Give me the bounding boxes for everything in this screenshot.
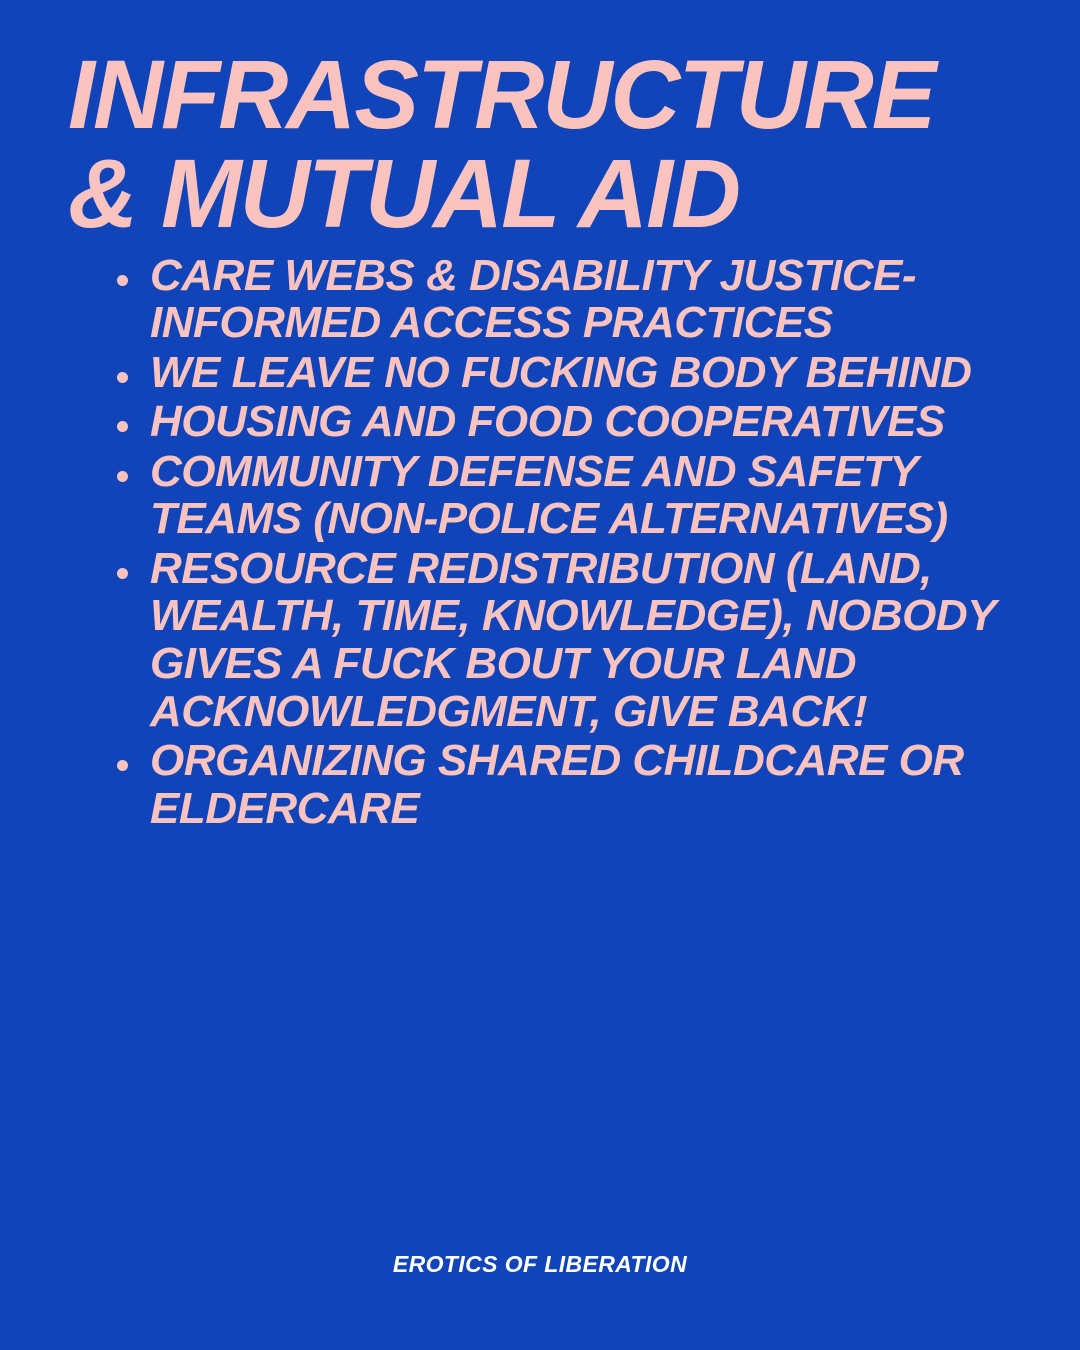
list-item: CARE WEBS & DISABILITY JUSTICE-INFORMED ACCESS PRACTICES	[60, 252, 1020, 347]
list-item: HOUSING AND FOOD COOPERATIVES	[60, 398, 1020, 446]
list-item: COMMUNITY DEFENSE AND SAFETY TEAMS (NON-POLICE ALTERNATIVES)	[60, 448, 1020, 543]
list-item: RESOURCE REDISTRIBUTION (LAND, WEALTH, TIME, KNOWLEDGE), NOBODY GIVES A FUCK BOUT YOUR LAND ACKNOWLEDGMENT, GIVE BACK!	[60, 545, 1020, 735]
bullet-list	[60, 252, 1020, 834]
footer-attribution: EROTICS OF LIBERATION	[392, 1251, 688, 1277]
list-item: ORGANIZING SHARED CHILDCARE OR ELDERCARE	[60, 737, 1020, 832]
page-title: INFRASTRUCTURE & MUTUAL AID	[68, 40, 935, 248]
spacer	[60, 834, 1020, 1251]
list-item: WE LEAVE NO FUCKING BODY BEHIND	[60, 349, 1020, 397]
